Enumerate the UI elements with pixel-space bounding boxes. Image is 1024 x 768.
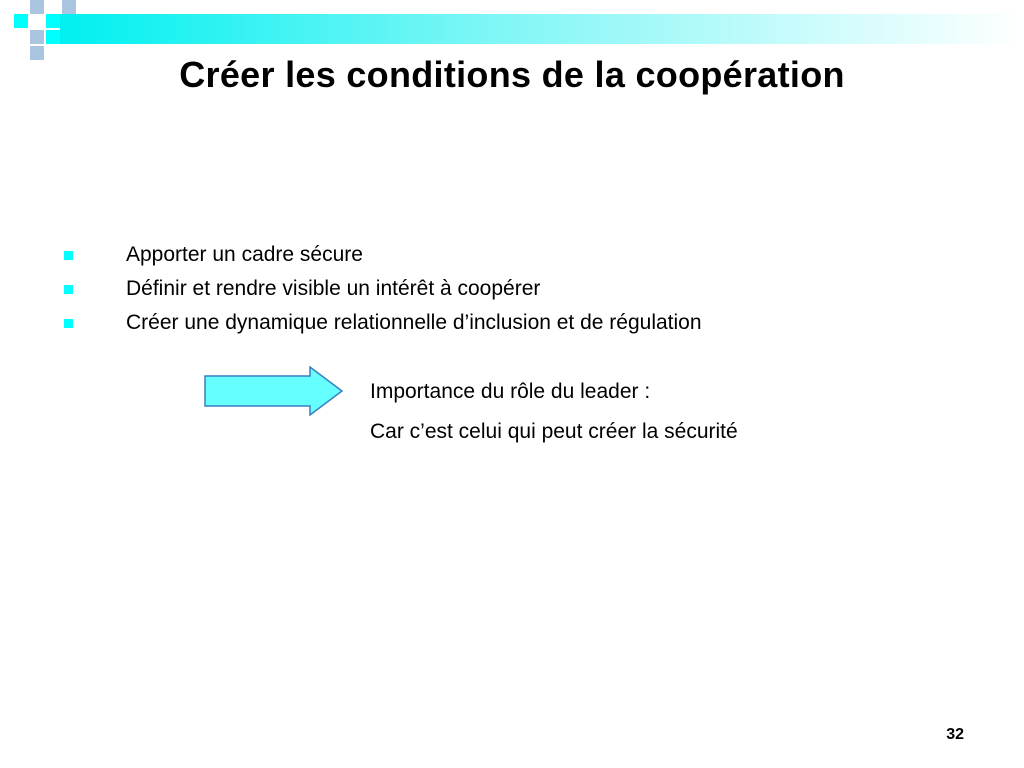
square-bullet-icon bbox=[64, 251, 73, 260]
callout-line: Car c’est celui qui peut créer la sécurité bbox=[370, 420, 738, 443]
slide-title: Créer les conditions de la coopération bbox=[179, 54, 845, 95]
bullet-text: Définir et rendre visible un intérêt à coopérer bbox=[126, 277, 541, 300]
bullet-item bbox=[60, 306, 960, 340]
bullet-text: Apporter un cadre sécure bbox=[126, 243, 363, 266]
deco-square bbox=[46, 14, 60, 28]
page-number: 32 bbox=[946, 726, 964, 743]
bullet-text: Créer une dynamique relationnelle d’inclusion et de régulation bbox=[126, 311, 702, 334]
title-gradient-band bbox=[60, 14, 1024, 44]
deco-square bbox=[30, 0, 44, 14]
deco-square bbox=[30, 30, 44, 44]
deco-square bbox=[46, 30, 60, 44]
bullet-list bbox=[60, 238, 960, 340]
callout-line: Importance du rôle du leader : bbox=[370, 380, 651, 403]
deco-square bbox=[62, 0, 76, 14]
square-bullet-icon bbox=[64, 319, 73, 328]
bullet-item bbox=[60, 272, 960, 306]
square-bullet-icon bbox=[64, 285, 73, 294]
deco-square bbox=[14, 14, 28, 28]
bullet-item bbox=[60, 238, 960, 272]
right-arrow-icon bbox=[204, 366, 344, 416]
